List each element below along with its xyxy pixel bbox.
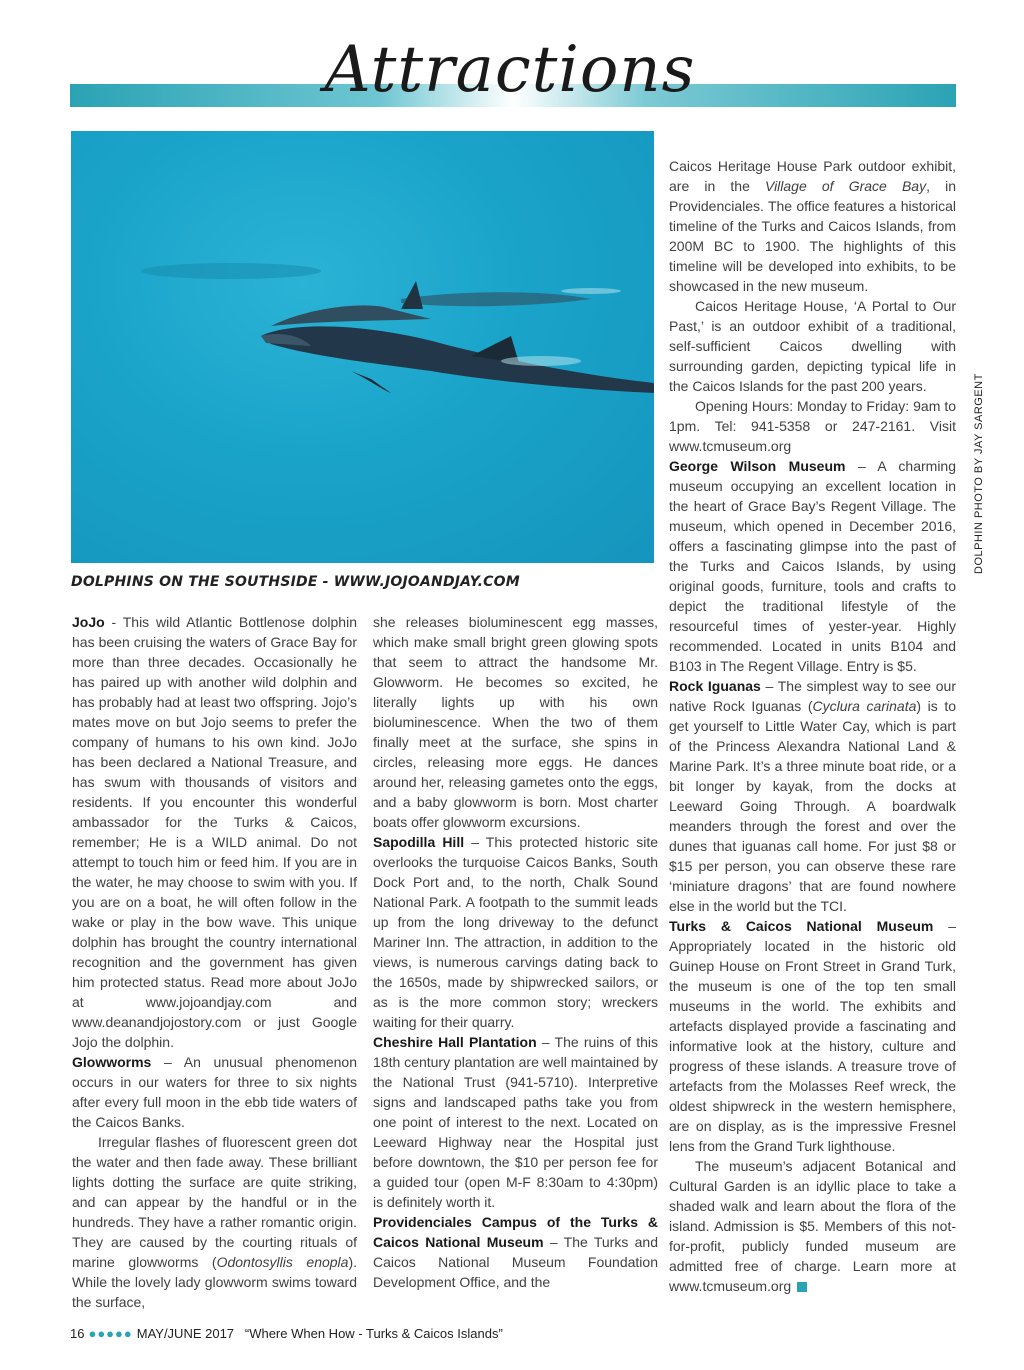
george-wilson-heading: George Wilson Museum (669, 458, 846, 474)
george-wilson-paragraph: George Wilson Museum – A charming museum occupying an excellent location in the heart of Grace Bay’s Regent Village. The museum, which opened in December 2016, offers a fascinating glimpse into the past of the Turks and Caicos Islands, by using original goods, furniture, tools and crafts to depict the traditional lifestyle of the resourceful times of yester-year. Highly recommended. Located in units B104 and B103 in The Regent Village. Entry is $5. (669, 458, 957, 674)
sapodilla-heading: Sapodilla Hill (373, 834, 465, 850)
national-museum-paragraph: Turks & Caicos National Museum – Appropriately located in the historic old Guinep House on Front Street in Grand Turk, the museum is one of the top ten small museums in the world. The exhibits and artefacts displayed provide a fascinating and informative look at the history, culture and progress of these islands. A treasure trove of artefacts from the Molasses Reef wreck, the oldest shipwreck in the western hemisphere, are on display, as is the impressive Fresnel lens from the Grand Turk lighthouse. (669, 918, 956, 1154)
national-museum-heading: Turks & Caicos National Museum (669, 918, 934, 934)
page-title: Attractions (324, 33, 696, 107)
cheshire-heading: Cheshire Hall Plantation (373, 1034, 537, 1050)
glowworms-continued: she releases bioluminescent egg masses, which make small bright green glowing spots that seem to attract the handsome Mr. Glowworm. He becomes so excited, he literally lights up with his own bioluminescence. When the two of them finally meet at the surface, she spins in circles, releasing more eggs. He dances around her, releasing gametes onto the eggs, and a baby glowworm is born. Most charter boats offer glowworm excursions. (373, 614, 658, 830)
dolphin-illustration (71, 131, 654, 563)
issue-date: MAY/JUNE 2017 (136, 1326, 235, 1341)
jojo-heading: JoJo (72, 614, 105, 630)
rock-iguanas-heading: Rock Iguanas (669, 678, 761, 694)
column-1 (72, 612, 357, 1312)
botanical-garden-paragraph: The museum’s adjacent Botanical and Cultural Garden is an idyllic place to take a shaded walk and learn about the flora of the island. Admission is $5. Members of this not-for-profit, publicly funded museum are admitted free of charge. Learn more at www.tcmuseum.org (669, 1158, 956, 1294)
photo-credit: DOLPHIN PHOTO BY JAY SARGENT (973, 373, 985, 574)
provo-campus-heading: Providenciales Campus of the Turks & Caicos National Museum (373, 1214, 658, 1250)
glowworms-paragraph: Glowworms – An unusual phenomenon occurs in our waters for three to six nights after every full moon in the ebb tide waters of the Caicos Banks. (72, 1054, 357, 1130)
jojo-paragraph: JoJo - This wild Atlantic Bottlenose dolphin has been cruising the waters of Grace Bay for more than three decades. Occasionally he has paired up with another wild dolphin and has probably had at least two offspring. Jojo’s mates move on but Jojo seems to prefer the company of humans to his own kind. JoJo has been declared a National Treasure, and has swum with thousands of visitors and residents. If you encounter this wonderful ambassador for the Turks & Caicos, remember; He is a WILD animal. Do not attempt to touch him or feed him. If you are in the water, he may choose to swim with you. If you are on a boat, he will often follow in the wake or play in the bow wave. This unique dolphin has brought the country international recognition and the government has given him protected status. Read more about JoJo at www.jojoandjay.com and www.deanandjojostory.com or just Google Jojo the dolphin. (72, 614, 357, 1050)
opening-hours-paragraph: Opening Hours: Monday to Friday: 9am to 1pm. Tel: 941-5358 or 247-2161. Visit www.tcmuseum.org (669, 398, 956, 454)
glowworms-heading: Glowworms (72, 1054, 152, 1070)
dolphin-photo (71, 131, 654, 563)
sapodilla-paragraph: Sapodilla Hill – This protected historic site overlooks the turquoise Caicos Banks, South Dock Port and, to the north, Chalk Sound National Park. A footpath to the summit leads up from the long driveway to the defunct Mariner Inn. The attraction, in addition to the views, is numerous carvings dating back to the 1650s, made by shipwrecked sailors, or as is the more common story; wreckers waiting for their quarry. (373, 834, 659, 1030)
page-footer (70, 1326, 503, 1341)
footer-dots: ●●●●● (88, 1326, 133, 1341)
publication-name: “Where When How - Turks & Caicos Islands” (244, 1326, 503, 1341)
column-3 (669, 156, 956, 1296)
cheshire-paragraph: Cheshire Hall Plantation – The ruins of this 18th century plantation are well maintained by the National Trust (941-5710). Interpretive signs and landscaped paths take you from one point of interest to the next. Located on Leeward Highway near the Hospital just before downtown, the $10 per person fee for a guided tour (open M-F 8:30am to 4:30pm) is definitely worth it. (373, 1034, 658, 1210)
page-number: 16 (70, 1326, 85, 1341)
rock-iguanas-paragraph: Rock Iguanas – The simplest way to see our native Rock Iguanas (Cyclura carinata) is to get yourself to Little Water Cay, which is part of the Princess Alexandra National Land & Marine Park. It’s a three minute boat ride, or a bit longer by kayak, from the docks at Leeward Going Through. A boardwalk meanders through the forest and over the dunes that iguanas call home. For just $8 or $15 per person, you can observe these rare ‘miniature dragons’ that are found nowhere else in the world but the TCI. (669, 678, 957, 914)
provo-campus-paragraph: Providenciales Campus of the Turks & Caicos National Museum – The Turks and Caicos National Museum Foundation Development Office, and the (373, 1214, 658, 1290)
heritage-house-paragraph: Caicos Heritage House, ‘A Portal to Our Past,’ is an outdoor exhibit of a traditional, self-sufficient Caicos dwelling with surrounding garden, depicting typical life in the Caicos Islands for the past 200 years. (669, 298, 956, 394)
photo-caption: DOLPHINS ON THE SOUTHSIDE - WWW.JOJOANDJAY.COM (71, 574, 520, 590)
provo-campus-continued: Caicos Heritage House Park outdoor exhibit, are in the Village of Grace Bay, in Providenciales. The office features a historical timeline of the Turks and Caicos Islands, from 200M BC to 1900. The highlights of this timeline will be developed into exhibits, to be showcased in the new museum. (669, 158, 956, 294)
end-mark-icon (797, 1282, 807, 1292)
column-2 (373, 612, 658, 1292)
glowworms-paragraph-2: Irregular flashes of fluorescent green dot the water and then fade away. These brilliant lights dotting the surface are quite striking, and can appear by the handful or in the hundreds. They have a rather romantic origin. They are caused by the courting rituals of marine glowworms (Odontosyllis enopla). While the lovely lady glowworm swims toward the surface, (72, 1134, 358, 1310)
